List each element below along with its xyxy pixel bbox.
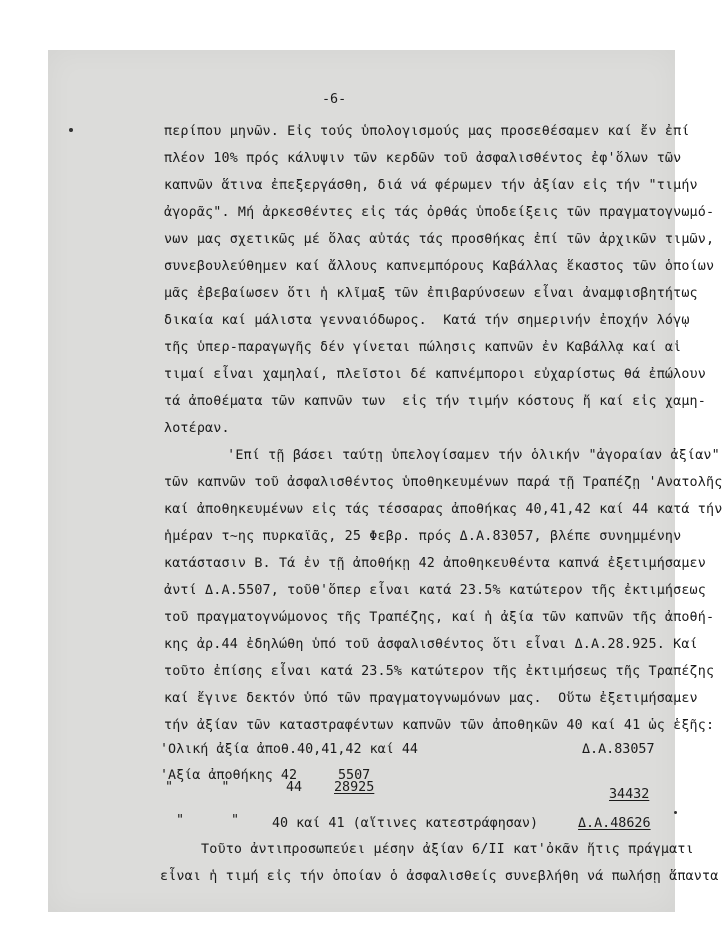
warehouse-42-label: 'Αξία ἀποθήκης 42 xyxy=(160,768,298,783)
punch-dot-left xyxy=(69,128,73,132)
text-line: πλέον 10% πρός κάλυψιν τῶν κερδῶν τοῦ ἀσφαλισθέντος ἐφ'ὅλων τῶν xyxy=(164,151,682,166)
text-line: λοτέραν. xyxy=(164,421,230,436)
text-line: τοῦ πραγματογνώμονος τῆς Τραπέζης, καί ἡ ἀξία τῶν καπνῶν τῆς ἀποθή- xyxy=(164,610,715,625)
total-value: Δ.Α.83057 xyxy=(582,742,655,757)
text-line: συνεβουλεύθημεν καί ἄλλους καπνεμπόρους Καβάλλας ἕκαστος τῶν ὁποίων xyxy=(164,259,715,274)
warehouse-42-value: 5507 xyxy=(338,768,371,783)
text-line: τήν ἀξίαν τῶν καταστραφέντων καπνῶν τῶν ἀποθηκῶν 40 καί 41 ὡς ἑξῆς: xyxy=(164,718,715,733)
text-line: τῆς ὑπερ-παραγωγῆς δέν γίνεται πώλησις καπνῶν ἐν Καβάλλᾳ καί αἱ xyxy=(164,340,682,355)
text-line: τιμαί εἶναι χαμηλαί, πλεῖστοι δέ καπνέμποροι εὐχαρίστως θά ἐπώλουν xyxy=(164,367,706,382)
warehouse-44-label: 44 xyxy=(286,780,303,795)
page-number: -6- xyxy=(322,92,347,107)
text-line: νων μας σχετικῶς μέ ὅλας αὐτάς τάς προσθήκας ἐπί τῶν ἀρχικῶν τιμῶν, xyxy=(164,232,715,247)
destroyed-value: Δ.Α.48626 xyxy=(578,816,651,831)
text-line: 'Επί τῇ βάσει ταύτῃ ὑπελογίσαμεν τήν ὁλικήν "ἀγοραίαν ἀξίαν" xyxy=(145,448,720,463)
text-line: κης ἀρ.44 ἐδηλώθη ὑπό τοῦ ἀσφαλισθέντος ὅτι εἶναι Δ.Α.28.925. Καί xyxy=(164,637,698,652)
text-line: καπνῶν ἅτινα ἐπεξεργάσθη, διά νά φέρωμεν τήν ἀξίαν εἰς τήν "τιμήν xyxy=(164,178,698,193)
destroyed-label: 40 καί 41 (αἵτινες κατεστράφησαν) xyxy=(272,816,539,831)
ditto-mark: " xyxy=(231,813,240,828)
text-line: ἀντί Δ.Α.5507, τοῦθ'ὅπερ εἶναι κατά 23.5% κατώτερον τῆς ἐκτιμήσεως xyxy=(164,583,706,598)
text-line: εἶναι ἡ τιμή εἰς τήν ὁποίαν ὁ ἀσφαλισθείς συνεβλήθη νά πωλήσῃ ἅπαντα xyxy=(160,869,719,884)
text-line: κατάστασιν Β. Τά ἐν τῇ ἀποθήκῃ 42 ἀποθηκευθέντα καπνά ἐξετιμήσαμεν xyxy=(164,556,706,571)
text-line: δικαία καί μάλιστα γενναιόδωρος. Κατά τήν σημερινήν ἐποχήν λόγῳ xyxy=(164,313,690,328)
text-line: Τοῦτο ἀντιπροσωπεύει μέσην ἀξίαν 6/II κατ'ὀκᾶν ἥτις πράγματι xyxy=(160,842,694,857)
text-line: καί ἀποθηκευμένων εἰς τάς τέσσαρας ἀποθήκας 40,41,42 καί 44 κατά τήν xyxy=(164,502,723,517)
ditto-marks: " " xyxy=(165,780,230,795)
subtotal-value: 34432 xyxy=(609,787,650,802)
warehouse-44-value: 28925 xyxy=(334,780,375,795)
text-line: τά ἀποθέματα τῶν καπνῶν των εἰς τήν τιμήν κόστους ἤ καί εἰς χαμη- xyxy=(164,394,706,409)
total-label: 'Ολική ἀξία ἀποθ.40,41,42 καί 44 xyxy=(160,742,418,757)
text-line: περίπου μηνῶν. Εἰς τούς ὑπολογισμούς μας προσεθέσαμεν καί ἔν ἐπί xyxy=(164,124,690,139)
text-line: καί ἔγινε δεκτόν ὑπό τῶν πραγματογνωμόνων μας. Οὕτω ἐξετιμήσαμεν xyxy=(164,691,698,706)
text-line: τοῦτο ἐπίσης εἶναι κατά 23.5% κατώτερον τῆς ἐκτιμήσεως τῆς Τραπέζης xyxy=(164,664,715,679)
text-line: μᾶς ἐβεβαίωσεν ὅτι ἡ κλῖμαξ τῶν ἐπιβαρύνσεων εἶναι ἀναμφισβητήτως xyxy=(164,286,698,301)
text-line: ἡμέραν τ~ης πυρκαϊᾶς, 25 Φεβρ. πρός Δ.Α.83057, βλέπε συνημμένην xyxy=(164,529,682,544)
text-line: ἀγορᾶς". Μή ἀρκεσθέντες εἰς τάς ὀρθάς ὑποδείξεις τῶν πραγματογνωμό- xyxy=(164,205,715,220)
ditto-mark: " xyxy=(176,813,185,828)
punch-dot-right xyxy=(674,811,677,814)
text-line: τῶν καπνῶν τοῦ ἀσφαλισθέντος ὑποθηκευμένων παρά τῇ Τραπέζῃ 'Ανατολῆς xyxy=(164,475,723,490)
